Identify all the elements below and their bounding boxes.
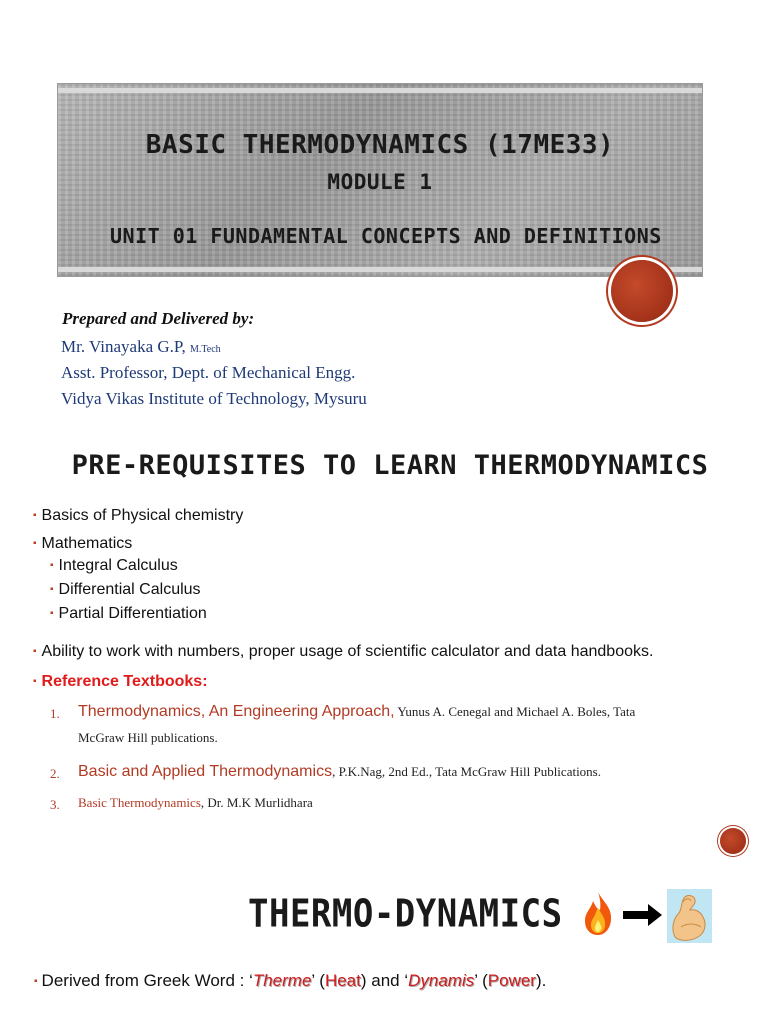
arrow-right-icon [623,902,663,928]
bullet-square-icon: ▪ [50,560,54,571]
list-item-text: Differential Calculus [58,581,201,598]
unit-title: UNIT 01 FUNDAMENTAL CONCEPTS AND DEFINITIONS [110,224,662,248]
flexed-bicep-icon [667,889,712,943]
author-name: Mr. Vinayaka G.P, [61,337,186,356]
word-heat: Heat [324,971,361,990]
list-item [33,535,132,553]
list-item [50,605,207,623]
list-item [33,507,243,525]
word-therme: Therme [252,971,312,990]
reference-title: Basic Thermodynamics [78,795,201,810]
list-item-text: Basics of Physical chemistry [41,507,244,524]
bullet-square-icon: ▪ [33,510,37,521]
decorative-disc-icon [611,260,673,322]
reference-title: Thermodynamics, An Engineering Approach, [78,703,395,720]
prepared-by-label: Prepared and Delivered by: [62,309,255,328]
title-banner [58,84,702,276]
list-item-text: Partial Differentiation [58,605,207,622]
list-item [50,557,178,575]
author-degree: M.Tech [190,344,221,355]
banner-bottom-band [58,267,702,272]
bullet-square-icon: ▪ [33,646,37,657]
list-item-text: Mathematics [41,535,133,552]
author-position: Asst. Professor, Dept. of Mechanical Engg. [61,363,356,382]
reference-title: Basic and Applied Thermodynamics [78,763,333,780]
author-institute: Vidya Vikas Institute of Technology, Mysuru [61,389,367,408]
bullet-square-icon: ▪ [33,538,37,549]
reference-details-cont: McGraw Hill publications. [78,730,218,745]
prerequisites-title: PRE-REQUISITES TO LEARN THERMODYNAMICS [71,450,709,481]
fire-icon [581,890,615,936]
reference-heading-text: Reference Textbooks: [41,673,208,690]
course-title: BASIC THERMODYNAMICS (17ME33) [145,130,615,160]
bullet-square-icon: ▪ [50,584,54,595]
module-title: MODULE 1 [327,170,433,194]
list-item [33,643,653,661]
reference-heading [33,673,208,691]
list-item-text: Ability to work with numbers, proper usage of scientific calculator and data handbooks. [41,643,654,660]
greek-origin-line [34,971,546,991]
reference-number: 1. [50,706,60,721]
word-dynamis: Dynamis [408,971,475,990]
greek-mid-1: ’ ( [311,971,325,990]
reference-number: 3. [50,797,60,812]
bullet-square-icon: ▪ [33,676,37,687]
greek-suffix: ). [535,971,547,990]
reference-details: , Dr. M.K Murlidhara [200,795,313,810]
bullet-square-icon: ▪ [50,608,54,619]
greek-prefix: Derived from Greek Word : ‘ [41,971,253,990]
list-item [50,581,201,599]
reference-item [78,790,313,816]
greek-mid-3: ’ ( [474,971,488,990]
bullet-square-icon: ▪ [34,976,38,987]
banner-top-band [58,88,702,93]
reference-number: 2. [50,766,60,781]
word-power: Power [487,971,536,990]
reference-details: , P.K.Nag, 2nd Ed., Tata McGraw Hill Publications. [332,764,601,779]
list-item-text: Integral Calculus [58,557,178,574]
reference-item [78,699,758,751]
decorative-disc-icon [720,828,746,854]
reference-item [78,759,601,785]
reference-details: Yunus A. Cenegal and Michael A. Boles, Tata [397,704,636,719]
greek-mid-2: ) and ‘ [360,971,409,990]
author-name-line [61,337,221,357]
thermodynamics-title: THERMO-DYNAMICS [248,892,563,937]
